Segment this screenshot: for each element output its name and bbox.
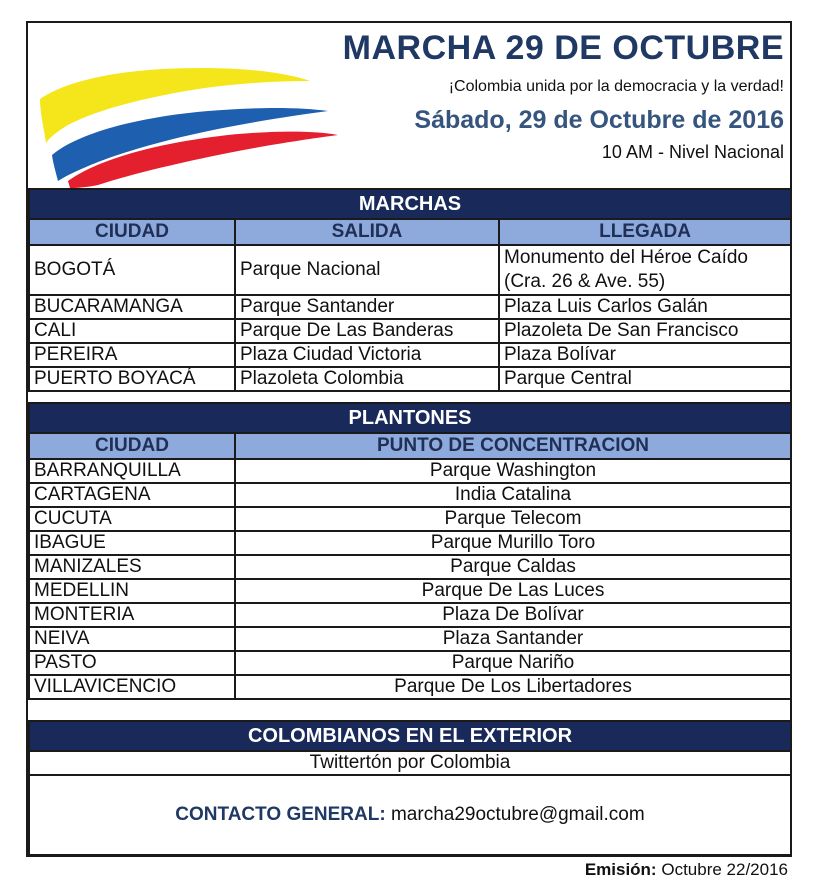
col-salida: SALIDA — [235, 219, 499, 245]
emission-label: Emisión: — [584, 860, 657, 879]
ciudad-cell: VILLAVICENCIO — [29, 675, 235, 699]
table-row — [29, 603, 791, 627]
table-row — [29, 579, 791, 603]
ciudad-cell: PEREIRA — [29, 343, 235, 367]
punto-cell: Plaza De Bolívar — [235, 603, 791, 627]
colombia-flag-logo — [38, 63, 338, 188]
ciudad-cell: CALI — [29, 319, 235, 343]
exterior-title: COLOMBIANOS EN EL EXTERIOR — [29, 721, 791, 751]
ciudad-cell: MANIZALES — [29, 555, 235, 579]
col-ciudad: CIUDAD — [29, 219, 235, 245]
ciudad-cell: BARRANQUILLA — [29, 459, 235, 483]
ciudad-cell: MEDELLIN — [29, 579, 235, 603]
contact-email[interactable]: marcha29octubre@gmail.com — [390, 804, 645, 825]
ciudad-cell: MONTERIA — [29, 603, 235, 627]
marchas-column-headers — [29, 219, 791, 245]
contact-row — [29, 775, 791, 855]
salida-cell: Parque Nacional — [235, 245, 499, 295]
punto-cell: Parque De Las Luces — [235, 579, 791, 603]
flyer-sheet — [26, 21, 792, 857]
llegada-cell: Plazoleta De San Francisco — [499, 319, 791, 343]
punto-cell: Plaza Santander — [235, 627, 791, 651]
contact-label: CONTACTO GENERAL: — [175, 804, 386, 825]
exterior-table — [28, 720, 792, 856]
salida-cell: Plaza Ciudad Victoria — [235, 343, 499, 367]
col-llegada: LLEGADA — [499, 219, 791, 245]
table-row — [29, 245, 791, 295]
col-punto: PUNTO DE CONCENTRACION — [235, 433, 791, 459]
ciudad-cell: IBAGUE — [29, 531, 235, 555]
ciudad-cell: NEIVA — [29, 627, 235, 651]
slogan: ¡Colombia unida por la democracia y la verdad! — [448, 78, 784, 95]
table-row — [29, 651, 791, 675]
salida-cell: Parque De Las Banderas — [235, 319, 499, 343]
table-row — [29, 751, 791, 775]
marchas-title: MARCHAS — [29, 189, 791, 219]
punto-cell: Parque Caldas — [235, 555, 791, 579]
plantones-column-headers — [29, 433, 791, 459]
exterior-section-header — [29, 721, 791, 751]
plantones-table — [28, 402, 792, 700]
plantones-section-header — [29, 403, 791, 433]
emission-date — [585, 860, 788, 880]
table-row — [29, 459, 791, 483]
ciudad-cell: BOGOTÁ — [29, 245, 235, 295]
table-row — [29, 295, 791, 319]
contact-cell — [29, 775, 791, 855]
table-row — [29, 367, 791, 391]
marchas-section-header — [29, 189, 791, 219]
table-row — [29, 507, 791, 531]
table-row — [29, 555, 791, 579]
salida-cell: Parque Santander — [235, 295, 499, 319]
marchas-table — [28, 188, 792, 392]
exterior-item: Twittertón por Colombia — [29, 751, 791, 775]
llegada-cell: Parque Central — [499, 367, 791, 391]
punto-cell: Parque Washington — [235, 459, 791, 483]
ciudad-cell: PUERTO BOYACÁ — [29, 367, 235, 391]
emission-value: Octubre 22/2016 — [661, 860, 788, 879]
llegada-cell: Plaza Luis Carlos Galán — [499, 295, 791, 319]
header — [28, 23, 790, 188]
ciudad-cell: CUCUTA — [29, 507, 235, 531]
salida-cell: Plazoleta Colombia — [235, 367, 499, 391]
punto-cell: India Catalina — [235, 483, 791, 507]
punto-cell: Parque Murillo Toro — [235, 531, 791, 555]
event-title: MARCHA 29 DE OCTUBRE — [342, 29, 784, 67]
table-row — [29, 675, 791, 699]
event-date: Sábado, 29 de Octubre de 2016 — [414, 106, 784, 134]
punto-cell: Parque Nariño — [235, 651, 791, 675]
table-row — [29, 319, 791, 343]
llegada-cell: Plaza Bolívar — [499, 343, 791, 367]
table-row — [29, 343, 791, 367]
llegada-cell: Monumento del Héroe Caído (Cra. 26 & Ave. 55) — [499, 245, 791, 295]
ciudad-cell: BUCARAMANGA — [29, 295, 235, 319]
table-row — [29, 483, 791, 507]
event-time: 10 AM - Nivel Nacional — [601, 142, 784, 162]
punto-cell: Parque De Los Libertadores — [235, 675, 791, 699]
ciudad-cell: CARTAGENA — [29, 483, 235, 507]
table-row — [29, 627, 791, 651]
col-ciudad: CIUDAD — [29, 433, 235, 459]
ciudad-cell: PASTO — [29, 651, 235, 675]
punto-cell: Parque Telecom — [235, 507, 791, 531]
plantones-title: PLANTONES — [29, 403, 791, 433]
table-row — [29, 531, 791, 555]
